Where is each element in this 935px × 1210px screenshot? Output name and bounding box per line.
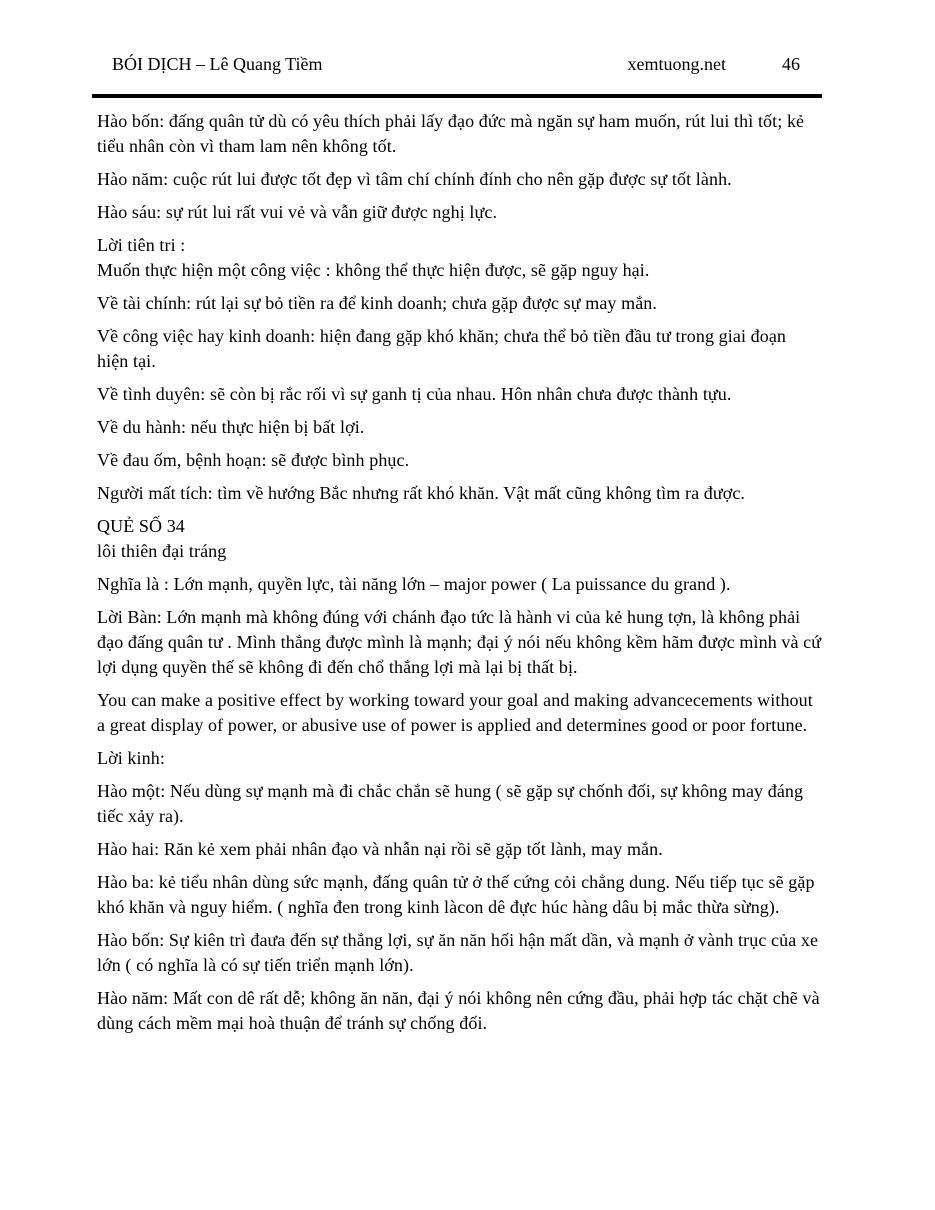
paragraph: Hào bốn: đấng quân tử dù có yêu thích phải lấy đạo đức mà ngăn sự ham muốn, rút lui thì tốt; kẻ tiểu nhân còn vì tham lam nên không tốt. bbox=[97, 111, 805, 156]
paragraph: Lời tiên tri : Muốn thực hiện một công việc : không thể thực hiện được, sẽ gặp nguy hại. bbox=[97, 235, 650, 280]
document-page bbox=[92, 52, 822, 1044]
paragraph: Hào sáu: sự rút lui rất vui vẻ và vẫn giữ được nghị lực. bbox=[97, 202, 498, 222]
paragraph: Hào một: Nếu dùng sự mạnh mà đi chắc chắn sẽ hung ( sẽ gặp sự chốnh đối, sự không may đáng tiếc xảy ra). bbox=[97, 781, 804, 826]
paragraph: Hào hai: Răn kẻ xem phải nhân đạo và nhẫn nại rồi sẽ gặp tốt lành, may mắn. bbox=[97, 839, 663, 859]
site-name: xemtuong.net bbox=[627, 54, 726, 74]
paragraph: Về công việc hay kinh doanh: hiện đang gặp khó khăn; chưa thể bỏ tiền đầu tư trong giai đoạn hiện tại. bbox=[97, 326, 787, 371]
paragraph: Hào năm: Mất con dê rất dễ; không ăn năn, đại ý nói không nên cứng đầu, phải hợp tác chặt chẽ và dùng cách mềm mại hoà thuận để tránh sự chống đối. bbox=[97, 988, 820, 1033]
page-number: 46 bbox=[782, 54, 800, 74]
paragraph: Người mất tích: tìm về hướng Bắc nhưng rất khó khăn. Vật mất cũng không tìm ra được. bbox=[97, 483, 746, 503]
paragraph: Hào ba: kẻ tiểu nhân dùng sức mạnh, đấng quân tử ở thế cứng cỏi chẳng dung. Nếu tiếp tục sẽ gặp khó khăn và nguy hiểm. ( nghĩa đen trong kinh làcon dê đực húc hàng dâu bị mắc thừa sừng). bbox=[97, 872, 815, 917]
page-body bbox=[92, 109, 822, 1036]
paragraph: QUẺ SỐ 34 lôi thiên đại tráng bbox=[97, 516, 227, 561]
paragraph: You can make a positive effect by working toward your goal and making advancecements without a great display of power, or abusive use of power is applied and determines good or poor fortune. bbox=[97, 690, 813, 735]
page-header bbox=[92, 52, 822, 76]
paragraph: Về tình duyên: sẽ còn bị rắc rối vì sự ganh tị của nhau. Hôn nhân chưa được thành tựu. bbox=[97, 384, 732, 404]
paragraph: Nghĩa là : Lớn mạnh, quyền lực, tài năng lớn – major power ( La puissance du grand ). bbox=[97, 574, 731, 594]
paragraph: Lời kinh: bbox=[97, 748, 165, 768]
header-rule bbox=[92, 94, 822, 98]
book-title: BÓI DỊCH – Lê Quang Tiềm bbox=[112, 54, 323, 74]
paragraph: Về du hành: nếu thực hiện bị bất lợi. bbox=[97, 417, 365, 437]
paragraph: Về tài chính: rút lại sự bỏ tiền ra để kinh doanh; chưa gặp được sự may mắn. bbox=[97, 293, 658, 313]
paragraph: Hào năm: cuộc rút lui được tốt đẹp vì tâm chí chính đính cho nên gặp được sự tốt lành. bbox=[97, 169, 732, 189]
paragraph: Hào bốn: Sự kiên trì đaưa đến sự thắng lợi, sự ăn năn hối hận mất dần, và mạnh ở vành trục của xe lớn ( có nghĩa là có sự tiến triển mạnh lớn). bbox=[97, 930, 819, 975]
paragraph: Về đau ốm, bệnh hoạn: sẽ được bình phục. bbox=[97, 450, 410, 470]
paragraph: Lời Bàn: Lớn mạnh mà không đúng với chánh đạo tức là hành vi của kẻ hung tợn, là không phải đạo đấng quân tư . Mình thắng được mình là mạnh; đại ý nói nếu không kềm hãm được mình và cứ lợi dụng quyền thế sẽ không đi đến chổ thắng lợi mà lại bị thất bị. bbox=[97, 607, 822, 677]
